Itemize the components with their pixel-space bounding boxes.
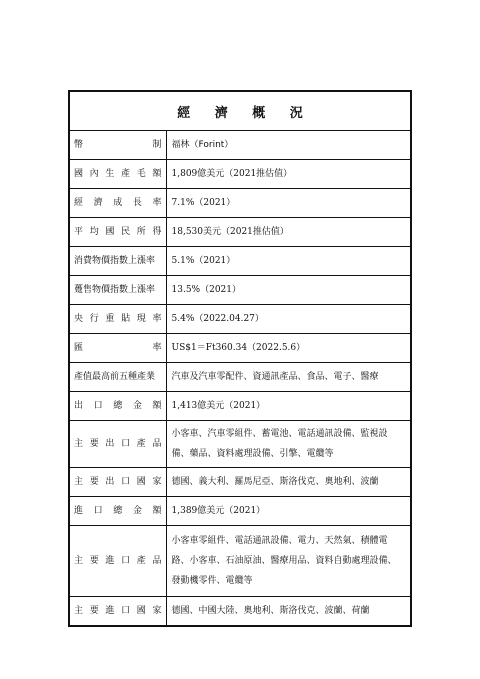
row-label: 產值最高前五種產業 [70, 363, 166, 392]
row-label: 進口總金額 [70, 497, 166, 526]
row-value: 德國、義大利、羅馬尼亞、斯洛伐克、奧地利、波蘭 [166, 468, 410, 497]
row-value: 1,389億美元（2021） [166, 497, 410, 526]
row-label: 主要進口產品 [70, 526, 166, 597]
table-row [70, 247, 410, 276]
row-label: 央行重貼現率 [70, 305, 166, 334]
table-row [70, 160, 410, 189]
table-row [70, 276, 410, 305]
table-row [70, 305, 410, 334]
table-row [70, 497, 410, 526]
row-value: 1,413億美元（2021） [166, 392, 410, 421]
table-row [70, 189, 410, 218]
row-label: 主要出口國家 [70, 468, 166, 497]
data-table [70, 131, 410, 625]
table-row [70, 363, 410, 392]
table-title: 經 濟 概 況 [70, 92, 410, 131]
row-value: US$1＝Ft360.34（2022.5.6） [166, 334, 410, 363]
row-label: 幣制 [70, 131, 166, 160]
table-row [70, 334, 410, 363]
table-row [70, 218, 410, 247]
table-row [70, 597, 410, 626]
economic-overview-table [68, 90, 412, 627]
row-label: 躉售物價指數上漲率 [70, 276, 166, 305]
row-value: 5.1%（2021） [166, 247, 410, 276]
row-value: 7.1%（2021） [166, 189, 410, 218]
row-label: 消費物價指數上漲率 [70, 247, 166, 276]
row-value: 小客車零組件、電話通訊設備、電力、天然氣、積體電路、小客車、石油原油、醫療用品、資料自動處理設備、發動機零件、電纜等 [166, 526, 410, 597]
row-value: 汽車及汽車零配件、資通訊產品、食品、電子、醫療 [166, 363, 410, 392]
table-row [70, 526, 410, 597]
row-value: 1,809億美元（2021推估值） [166, 160, 410, 189]
row-value: 福林（Forint） [171, 140, 234, 150]
row-value: 小客車、汽車零組件、蓄電池、電話通訊設備、監視設備、藥品、資料處理設備、引擎、電纜等 [166, 421, 410, 468]
table-row [70, 392, 410, 421]
table-row [70, 131, 410, 160]
table-row [70, 421, 410, 468]
row-label: 主要出口產品 [70, 421, 166, 468]
row-value: 德國、中國大陸、奧地利、斯洛伐克、波蘭、荷蘭 [166, 597, 410, 626]
table-row [70, 468, 410, 497]
row-label: 平均國民所得 [70, 218, 166, 247]
row-label: 國內生產毛額 [70, 160, 166, 189]
row-value: 18,530美元（2021推估值） [166, 218, 410, 247]
row-label: 匯率 [70, 334, 166, 363]
row-label: 主要進口國家 [70, 597, 166, 626]
row-value: 5.4%（2022.04.27） [166, 305, 410, 334]
row-label: 出口總金額 [70, 392, 166, 421]
row-label: 經濟成長率 [70, 189, 166, 218]
row-value: 13.5%（2021） [166, 276, 410, 305]
